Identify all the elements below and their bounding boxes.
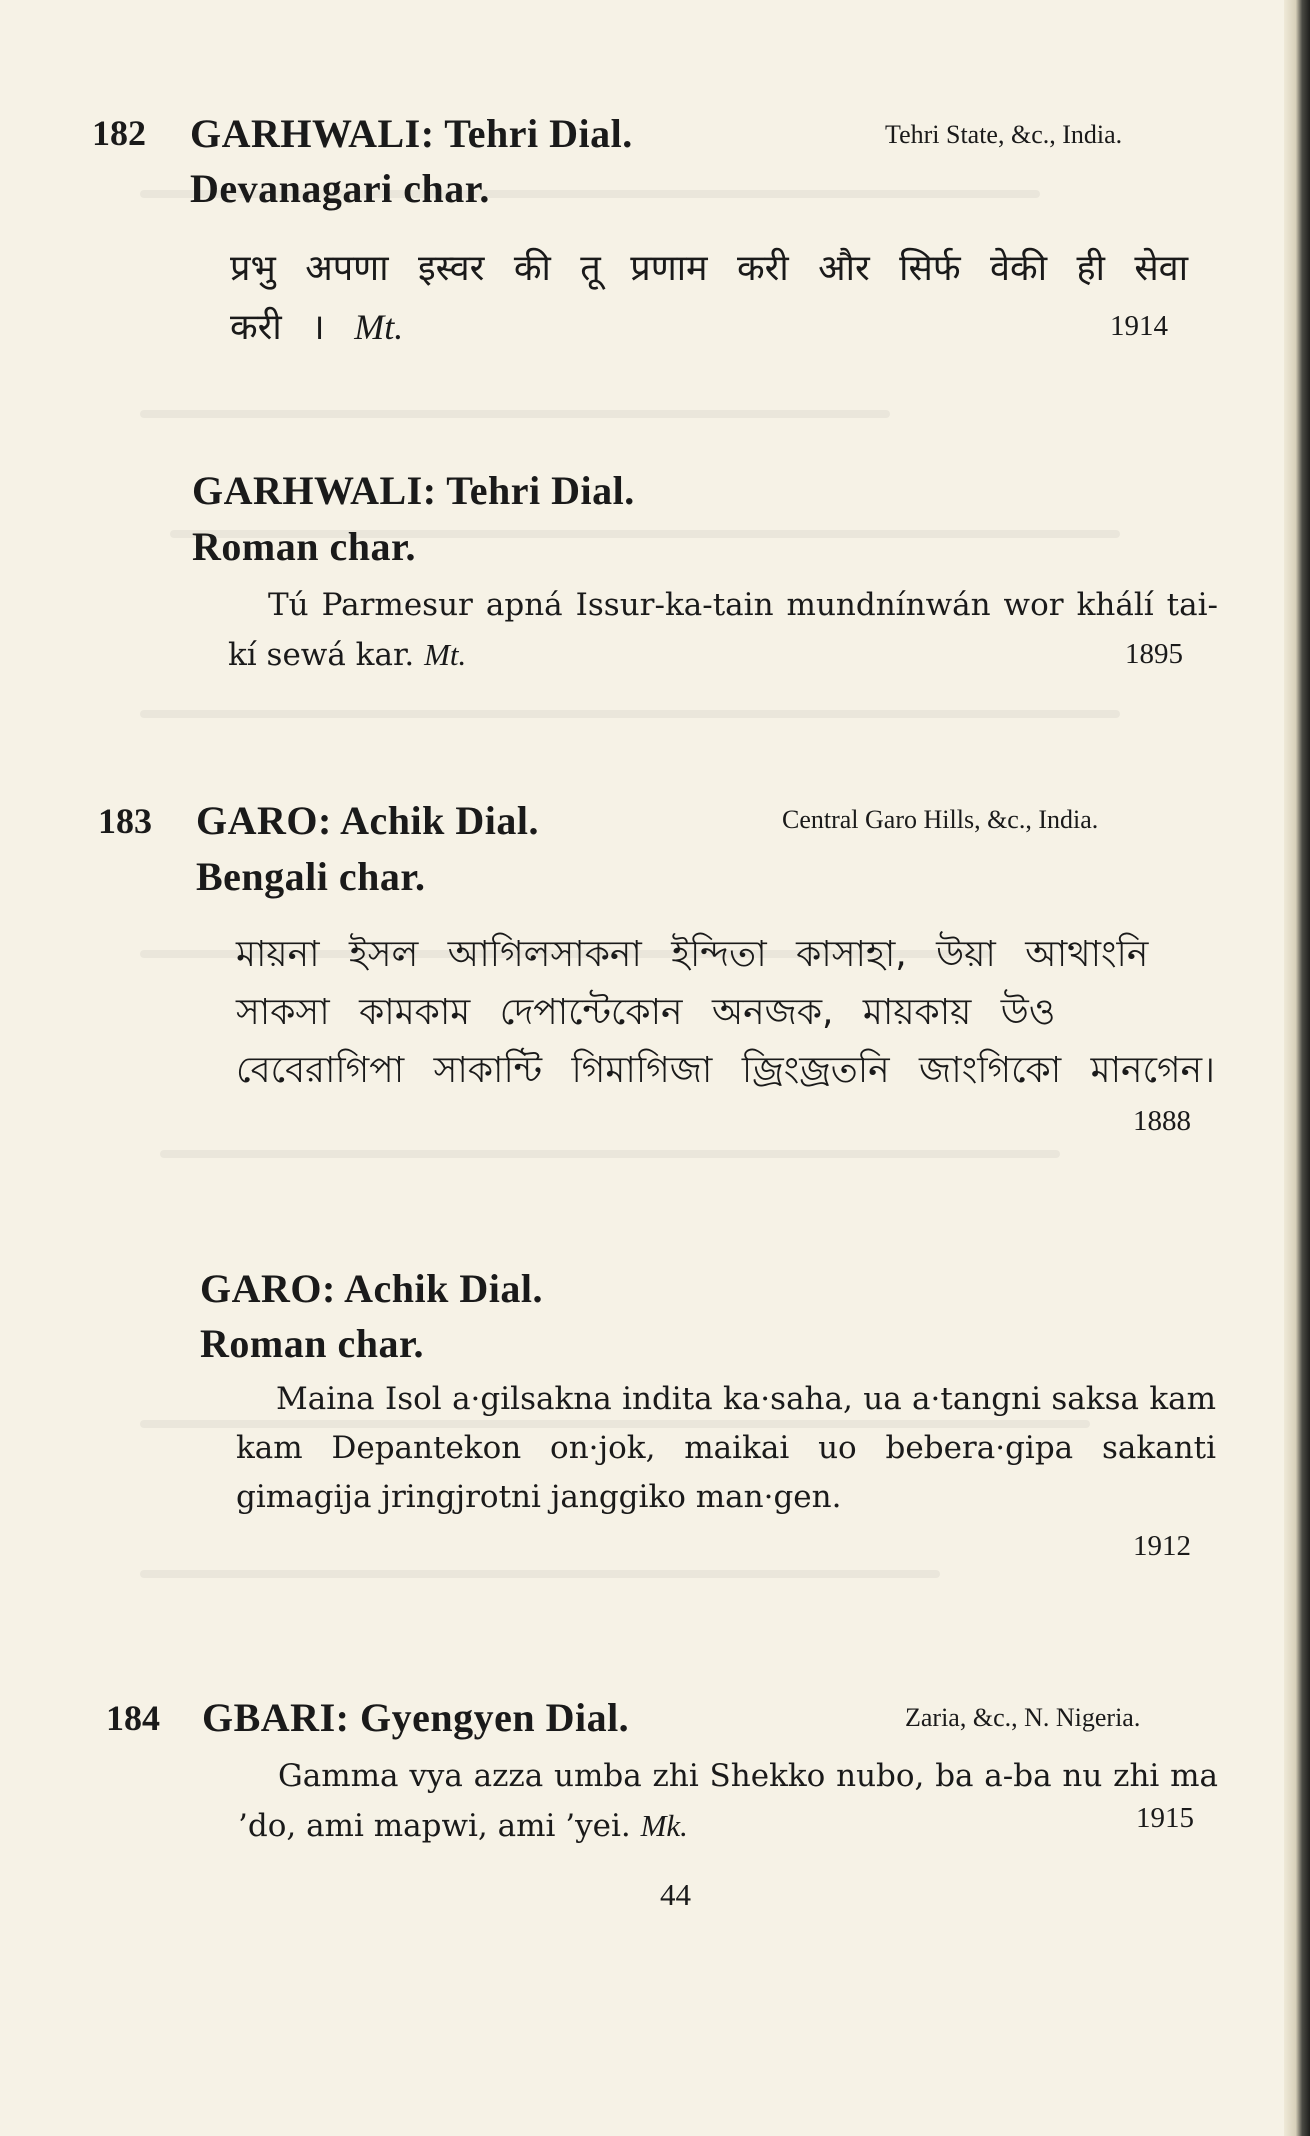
reference: Mt.: [354, 307, 404, 347]
year: 1895: [1125, 638, 1183, 670]
region-label: Zaria, &c., N. Nigeria.: [905, 1703, 1141, 1732]
page-number: 44: [660, 1877, 691, 1912]
script-label: Bengali char.: [196, 854, 426, 899]
scripture-text: মায়না ইসল আগিলসাকনা ইন্দিতা কাসাহা, উয়া আথাংনি সাকসা কামকাম দেপান্টেকোন অনজক, মায়কায় উও বেবেরাগিপা সাকান্টি গিমাগিজা জ্রিংজ্রতনি জাংগিকো মানগেন।: [236, 934, 1215, 1091]
year: 1915: [1136, 1802, 1194, 1834]
year: 1888: [1133, 1105, 1191, 1137]
language-heading: GARO: Achik Dial.: [200, 1266, 543, 1311]
language-heading: GBARI: Gyengyen Dial.: [202, 1695, 630, 1740]
script-label: Roman char.: [200, 1321, 425, 1366]
scripture-text: प्रभु अपणा इस्वर की तू प्रणाम करी और सिर्फ वेकी ही सेवा करी । Mt.: [230, 248, 1189, 348]
language-heading: GARHWALI: Tehri Dial.: [192, 468, 635, 513]
reference: Mt.: [424, 637, 467, 672]
scripture-text: Maina Isol a·gilsakna indita ka·saha, ua a·tangni saksa kam kam Depantekon on·jok, maikai uo bebera·gipa sakanti gimagija jringjrotni janggiko man·gen.: [236, 1381, 1216, 1515]
entry-number: 183: [98, 801, 152, 841]
script-label: Devanagari char.: [190, 166, 490, 211]
entry-number: 184: [106, 1698, 160, 1738]
scripture-text: Tú Parmesur apná Issur-ka-tain mundnínwán wor khálí tai-kí sewá kar. Mt.: [228, 587, 1218, 673]
year: 1912: [1133, 1530, 1191, 1562]
region-label: Central Garo Hills, &c., India.: [782, 805, 1099, 834]
script-label: Roman char.: [192, 524, 417, 569]
language-heading: GARO: Achik Dial.: [196, 798, 539, 843]
language-heading: GARHWALI: Tehri Dial.: [190, 111, 633, 156]
page-edge: [1284, 0, 1310, 2136]
reference: Mk.: [640, 1808, 688, 1843]
year: 1914: [1110, 310, 1168, 342]
entry-number: 182: [92, 113, 146, 153]
scripture-text: Gamma vya azza umba zhi Shekko nubo, ba a-ba nu zhi ma ’do, ami mapwi, ami ’yei. Mk.: [238, 1758, 1218, 1844]
region-label: Tehri State, &c., India.: [885, 120, 1123, 149]
